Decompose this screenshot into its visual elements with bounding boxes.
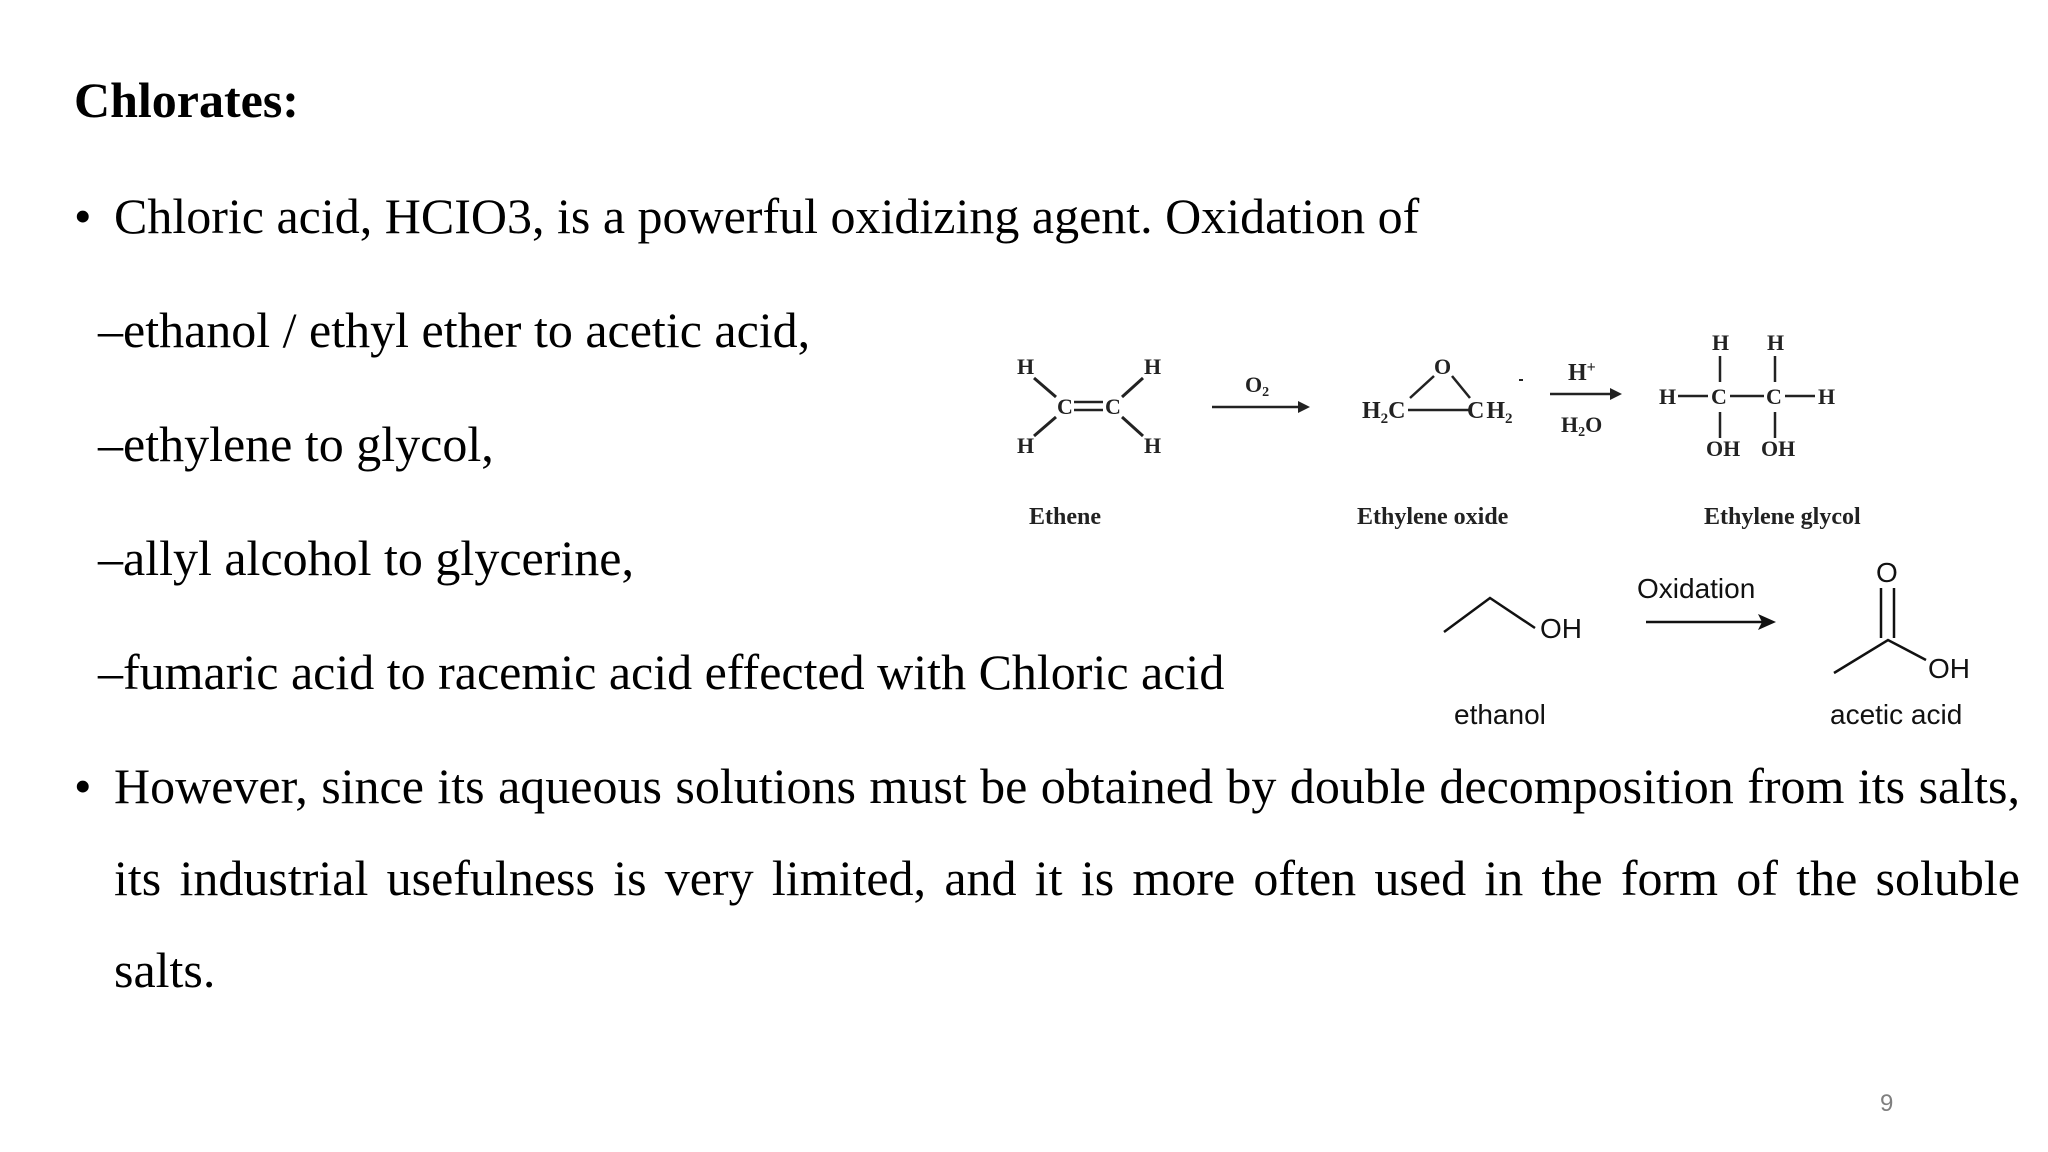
bond [1122, 378, 1143, 397]
bond [1034, 417, 1056, 436]
sub-item-ethanol: –ethanol / ethyl ether to acetic acid, [98, 302, 811, 358]
bond [1410, 376, 1434, 398]
atom-h: H [1818, 384, 1836, 409]
bullet-text: However, since its aqueous solutions must be obtained by double decomposition from its salts, its industrial usefulness is very limited, and it is more often used in the form of the soluble salts. [114, 758, 2020, 998]
atom-c: C [1766, 384, 1782, 409]
slide-title: Chlorates: [74, 72, 299, 128]
atom-h: H [1144, 433, 1162, 458]
hydroxyl-group: OH [1761, 436, 1796, 461]
acetic-acid-structure [1834, 557, 1970, 684]
bond [1122, 417, 1143, 436]
ch2-group: $CH_2$ [1467, 398, 1513, 427]
carbonyl-oxygen: O [1876, 557, 1898, 588]
ethanol-structure [1444, 598, 1582, 644]
label-acetic-acid: acetic acid [1830, 699, 1963, 730]
reagent-h-plus: H+ [1568, 359, 1596, 386]
arrow-h-plus-h2o [1550, 359, 1622, 440]
atom-h: H [1659, 384, 1677, 409]
atom-c: C [1057, 394, 1073, 419]
label-ethanol: ethanol [1454, 699, 1546, 730]
bullet-text: Chloric acid, HCIO3, is a powerful oxidizing agent. Oxidation of [114, 188, 1420, 244]
atom-h: H [1767, 330, 1785, 355]
atom-h: H [1712, 330, 1730, 355]
bond [1452, 376, 1470, 398]
page-number: 9 [1880, 1090, 1894, 1117]
bullet-dot: • [74, 188, 92, 244]
atom-h: H [1017, 433, 1035, 458]
hydroxyl-group: OH [1540, 613, 1582, 644]
ethylene-oxide-structure [1362, 354, 1523, 427]
sub-item-allyl-alcohol: –allyl alcohol to glycerine, [98, 530, 634, 586]
arrow-label-oxidation: Oxidation [1637, 573, 1756, 604]
ethylene-glycol-structure [1659, 330, 1835, 461]
bond [1034, 378, 1056, 397]
atom-c: C [1105, 394, 1121, 419]
reagent-h2o: H2O [1561, 412, 1603, 440]
atom-h: H [1144, 354, 1162, 379]
arrow-o2 [1212, 372, 1310, 413]
ethene-structure [1017, 354, 1161, 458]
atom-h: H [1017, 354, 1035, 379]
atom-o: O [1434, 354, 1452, 379]
label-ethene: Ethene [1029, 504, 1101, 530]
sub-item-fumaric-acid: –fumaric acid to racemic acid effected with Chloric acid [98, 644, 1225, 700]
label-ethylene-oxide: Ethylene oxide [1357, 504, 1509, 530]
ch2-group: $H_2C$ [1362, 398, 1406, 427]
atom-c: C [1711, 384, 1727, 409]
arrow-oxidation [1637, 573, 1776, 630]
sub-item-ethylene: –ethylene to glycol, [98, 416, 494, 472]
reagent-o2: O2 [1245, 372, 1270, 400]
label-ethylene-glycol: Ethylene glycol [1704, 504, 1861, 530]
hydroxyl-group: OH [1928, 653, 1970, 684]
bullet-dot: • [74, 758, 92, 814]
hydroxyl-group: OH [1706, 436, 1741, 461]
